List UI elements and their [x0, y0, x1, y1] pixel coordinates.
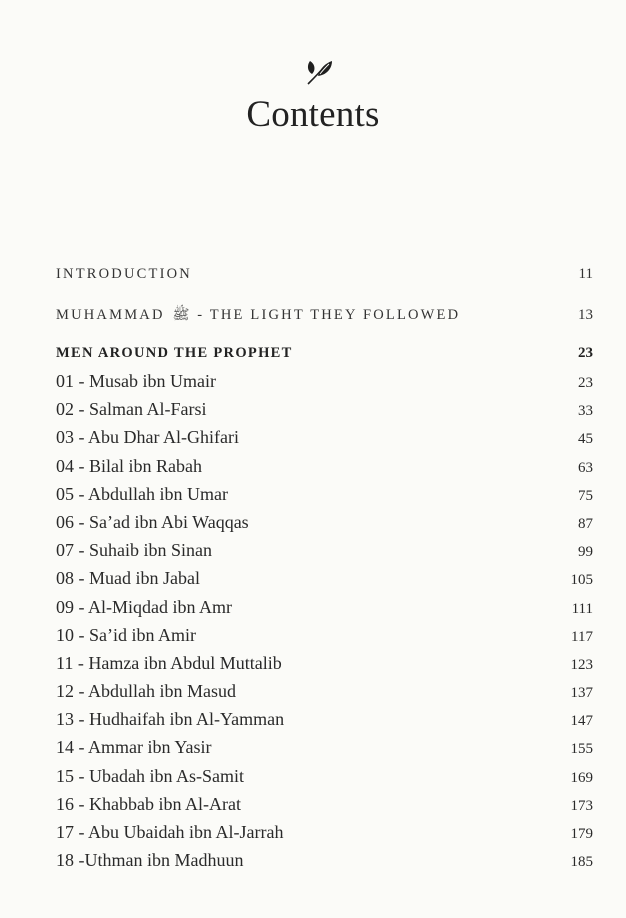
toc-entry[interactable] — [56, 681, 593, 709]
toc-entry[interactable] — [56, 709, 593, 737]
section-label: INTRODUCTION — [56, 266, 192, 282]
toc-entry[interactable] — [56, 850, 593, 878]
entry-page-number: 23 — [578, 375, 593, 391]
honorific-glyph: ﷺ — [172, 308, 190, 323]
entry-title: 10 - Sa’id ibn Amir — [56, 624, 196, 645]
entry-page-number: 179 — [570, 826, 593, 842]
toc-entry[interactable] — [56, 371, 593, 399]
entry-title: 09 - Al-Miqdad ibn Amr — [56, 596, 232, 617]
entry-page-number: 105 — [570, 572, 593, 589]
entry-title: 17 - Abu Ubaidah ibn Al-Jarrah — [56, 822, 284, 842]
entry-page-number: 33 — [578, 403, 593, 420]
entry-title: 06 - Sa’ad ibn Abi Waqqas — [56, 511, 249, 532]
entry-page-number: 137 — [570, 685, 593, 702]
toc-entry[interactable] — [56, 625, 593, 653]
toc-entry[interactable] — [56, 399, 593, 427]
entry-title: 03 - Abu Dhar Al-Ghifari — [56, 427, 239, 448]
entry-title: 01 - Musab ibn Umair — [56, 371, 216, 391]
entry-title: 11 - Hamza ibn Abdul Muttalib — [56, 652, 282, 673]
leaf-ornament-icon — [303, 56, 335, 88]
entry-page-number: 155 — [570, 741, 593, 758]
group-heading: MEN AROUND THE PROPHET — [56, 345, 293, 361]
entry-page-number: 45 — [578, 431, 593, 448]
entry-page-number: 173 — [570, 797, 593, 814]
entry-page-number: 99 — [578, 544, 593, 561]
group-page-number: 23 — [578, 345, 593, 361]
entry-title: 15 - Ubadah ibn As-Samit — [56, 765, 244, 786]
entry-title: 12 - Abdullah ibn Masud — [56, 681, 236, 702]
toc-section-muhammad[interactable] — [56, 306, 593, 330]
toc-entry[interactable] — [56, 484, 593, 512]
entry-page-number: 169 — [570, 769, 593, 786]
toc-entry[interactable] — [56, 794, 593, 822]
entry-page-number: 63 — [578, 459, 593, 476]
toc-entry[interactable] — [56, 653, 593, 681]
toc-entry[interactable] — [56, 427, 593, 455]
entry-page-number: 111 — [571, 600, 593, 617]
toc-group-men-around-the-prophet[interactable] — [56, 345, 593, 369]
toc-entry[interactable] — [56, 822, 593, 850]
toc-entry[interactable] — [56, 597, 593, 625]
entry-page-number: 123 — [570, 656, 593, 673]
entry-page-number: 87 — [578, 515, 593, 532]
section-page-number: 13 — [578, 307, 593, 323]
entry-page-number: 147 — [570, 713, 593, 730]
entry-title: 04 - Bilal ibn Rabah — [56, 455, 202, 476]
entry-title: 13 - Hudhaifah ibn Al-Yamman — [56, 709, 285, 730]
entry-page-number: 75 — [578, 487, 593, 504]
entry-title: 08 - Muad ibn Jabal — [56, 568, 200, 589]
toc-entry-list — [56, 371, 593, 878]
entry-title: 02 - Salman Al-Farsi — [56, 399, 207, 420]
page-title: Contents — [246, 94, 380, 135]
entry-title: 16 - Khabbab ibn Al-Arat — [56, 793, 241, 814]
entry-title: 18 -Uthman ibn Madhuun — [56, 850, 244, 871]
toc-entry[interactable] — [56, 512, 593, 540]
entry-title: 14 - Ammar ibn Yasir — [56, 737, 212, 758]
entry-page-number: 117 — [571, 628, 593, 645]
entry-title: 07 - Suhaib ibn Sinan — [56, 540, 212, 561]
toc-entry[interactable] — [56, 737, 593, 765]
entry-title: 05 - Abdullah ibn Umar — [56, 483, 228, 504]
toc-entry[interactable] — [56, 540, 593, 568]
section-page-number: 11 — [578, 266, 593, 282]
toc-entry[interactable] — [56, 766, 593, 794]
section-label: MUHAMMAD ﷺ - THE LIGHT THEY FOLLOWED — [56, 306, 460, 326]
toc-entry[interactable] — [56, 568, 593, 596]
toc-entry[interactable] — [56, 456, 593, 484]
entry-page-number: 185 — [570, 854, 593, 871]
toc-section-introduction[interactable] — [56, 266, 593, 290]
